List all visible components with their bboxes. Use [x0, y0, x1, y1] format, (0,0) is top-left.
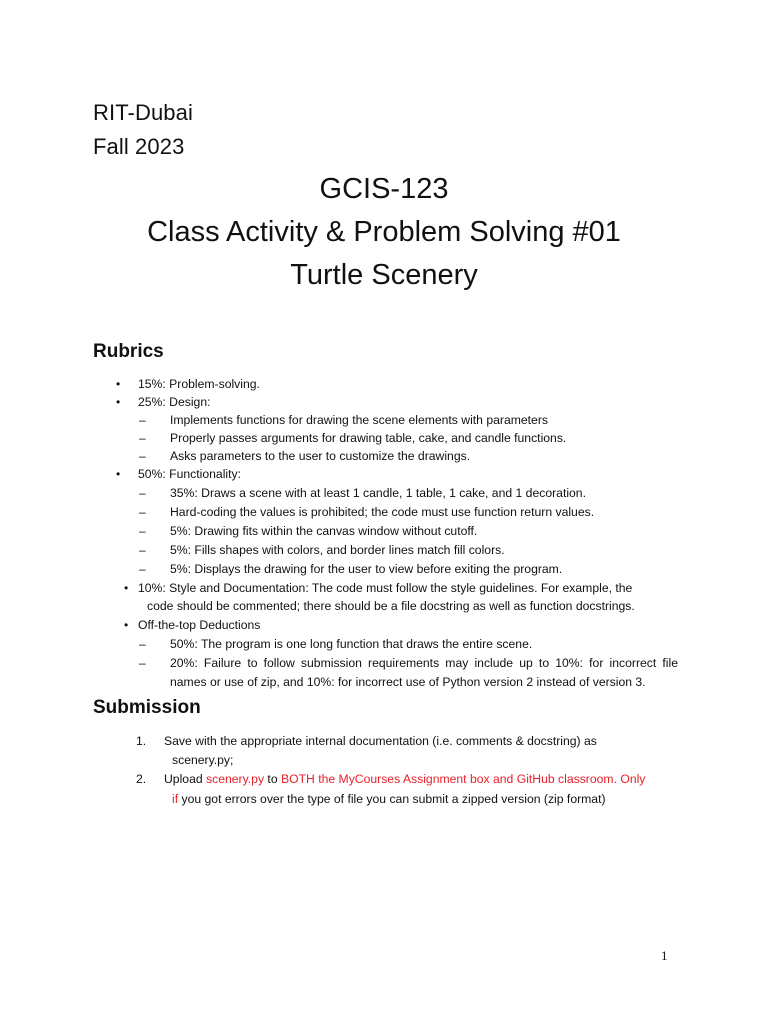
dash-icon: –	[139, 524, 146, 538]
topic-title: Turtle Scenery	[290, 259, 478, 291]
rubric-subitem: Asks parameters to the user to customize the drawings.	[170, 449, 471, 463]
to-text: to	[264, 772, 281, 786]
rubric-subitem: 50%: The program is one long function that draws the entire scene.	[170, 637, 533, 651]
submission-step	[164, 771, 645, 787]
bullet-icon: •	[116, 395, 121, 409]
rubric-subitem-continuation: names or use of zip, and 10%: for incorrect use of Python version 2 instead of version 3.	[170, 675, 646, 689]
rubric-subitem: Hard-coding the values is prohibited; the code must use function return values.	[170, 505, 595, 519]
upload-text: Upload	[164, 772, 207, 786]
dash-icon: –	[139, 505, 146, 519]
term-label: Fall 2023	[93, 134, 185, 159]
rubric-subitem: Implements functions for drawing the scene elements with parameters	[170, 413, 548, 427]
destinations-highlight: BOTH the MyCourses Assignment box and GitHub classroom.	[280, 772, 617, 786]
rest-text: you got errors over the type of file you can submit a zipped version (zip format)	[178, 792, 606, 806]
institution-name: RIT-Dubai	[93, 100, 193, 125]
bullet-icon: •	[116, 467, 121, 481]
dash-icon: –	[139, 449, 146, 463]
if-highlight: if	[172, 792, 179, 806]
submission-step-continuation	[172, 791, 606, 807]
rubrics-heading: Rubrics	[93, 341, 164, 362]
step-number: 2.	[136, 772, 147, 786]
rubric-item: 25%: Design:	[138, 395, 211, 409]
page-number: 1	[661, 948, 668, 963]
rubric-subitem: 5%: Drawing fits within the canvas window without cutoff.	[170, 524, 478, 538]
filename-highlight: scenery.py	[206, 772, 265, 786]
rubric-subitem: Properly passes arguments for drawing table, cake, and candle functions.	[170, 431, 567, 445]
submission-step-continuation: scenery.py;	[172, 753, 234, 767]
submission-heading: Submission	[93, 697, 201, 718]
dash-icon: –	[139, 486, 146, 500]
rubric-item: 50%: Functionality:	[138, 467, 241, 481]
submission-step: Save with the appropriate internal documentation (i.e. comments & docstring) as	[164, 734, 597, 748]
dash-icon: –	[139, 413, 146, 427]
step-number: 1.	[136, 734, 147, 748]
activity-title: Class Activity & Problem Solving #01	[147, 216, 621, 248]
rubric-item: Off-the-top Deductions	[138, 618, 261, 632]
dash-icon: –	[139, 656, 146, 670]
dash-icon: –	[139, 543, 146, 557]
rubric-subitem: 5%: Displays the drawing for the user to view before exiting the program.	[170, 562, 563, 576]
dash-icon: –	[139, 637, 146, 651]
dash-icon: –	[139, 562, 146, 576]
rubric-item-continuation: code should be commented; there should be a file docstring as well as function docstrings.	[147, 599, 635, 613]
bullet-icon: •	[124, 581, 129, 595]
rubric-subitem: 5%: Fills shapes with colors, and border lines match fill colors.	[170, 543, 505, 557]
rubric-item: 15%: Problem-solving.	[138, 377, 260, 391]
bullet-icon: •	[124, 618, 129, 632]
rubric-subitem: 20%: Failure to follow submission requirements may include up to 10%: for incorrect file	[170, 656, 678, 670]
dash-icon: –	[139, 431, 146, 445]
rubric-subitem: 35%: Draws a scene with at least 1 candle, 1 table, 1 cake, and 1 decoration.	[170, 486, 586, 500]
bullet-icon: •	[116, 377, 121, 391]
course-code: GCIS-123	[319, 173, 449, 205]
only-highlight: Only	[616, 772, 646, 786]
rubric-item: 10%: Style and Documentation: The code must follow the style guidelines. For example, the	[138, 581, 633, 595]
